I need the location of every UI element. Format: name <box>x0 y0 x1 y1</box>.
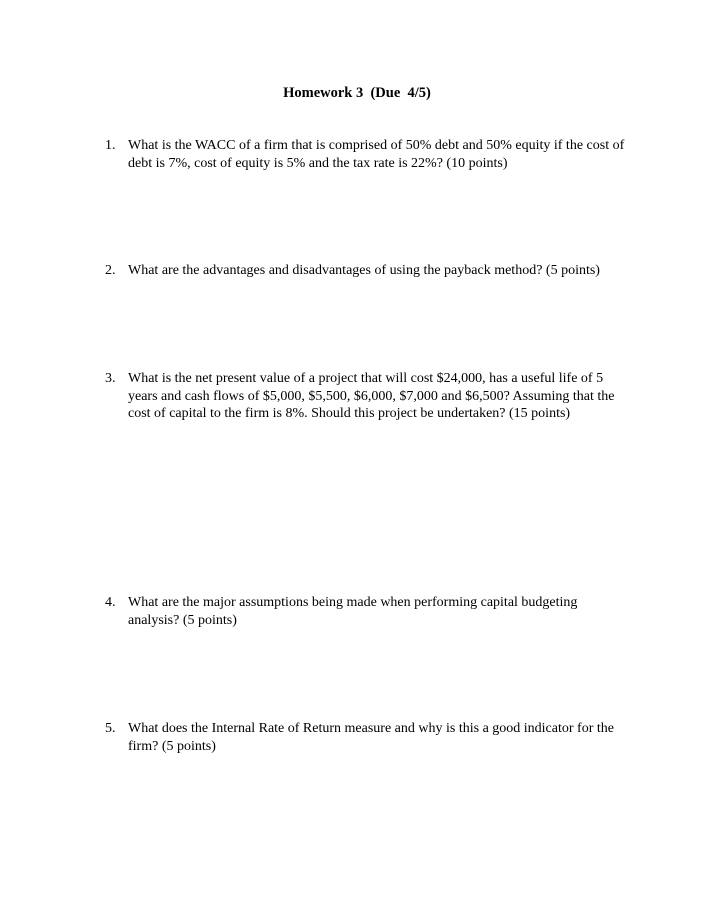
page-title: Homework 3 (Due 4/5) <box>283 85 431 101</box>
question-1 <box>105 137 635 172</box>
question-text: What is the WACC of a firm that is comprised of 50% debt and 50% equity if the cost of debt is 7%, cost of equity is 5% and the tax rate is 22%? (10 points) <box>128 138 625 171</box>
question-5 <box>105 720 625 755</box>
question-2 <box>105 262 635 280</box>
question-3 <box>105 370 621 423</box>
question-text: What does the Internal Rate of Return measure and why is this a good indicator for the firm? (5 points) <box>128 721 614 754</box>
question-number: 5. <box>105 721 116 736</box>
question-number: 3. <box>105 371 116 386</box>
question-number: 4. <box>105 595 116 610</box>
question-text: What is the net present value of a project that will cost $24,000, has a useful life of 5 years and cash flows of $5,000, $5,500, $6,000, $7,000 and $6,500? Assuming that the cost of capital to the firm is 8%. Should this project be undertaken? (15 points) <box>128 371 615 421</box>
question-text: What are the major assumptions being made when performing capital budgeting analysis? (5 points) <box>128 595 578 628</box>
question-4 <box>105 594 605 629</box>
question-number: 2. <box>105 263 116 278</box>
question-number: 1. <box>105 138 116 153</box>
question-text: What are the advantages and disadvantages of using the payback method? (5 points) <box>128 263 600 278</box>
